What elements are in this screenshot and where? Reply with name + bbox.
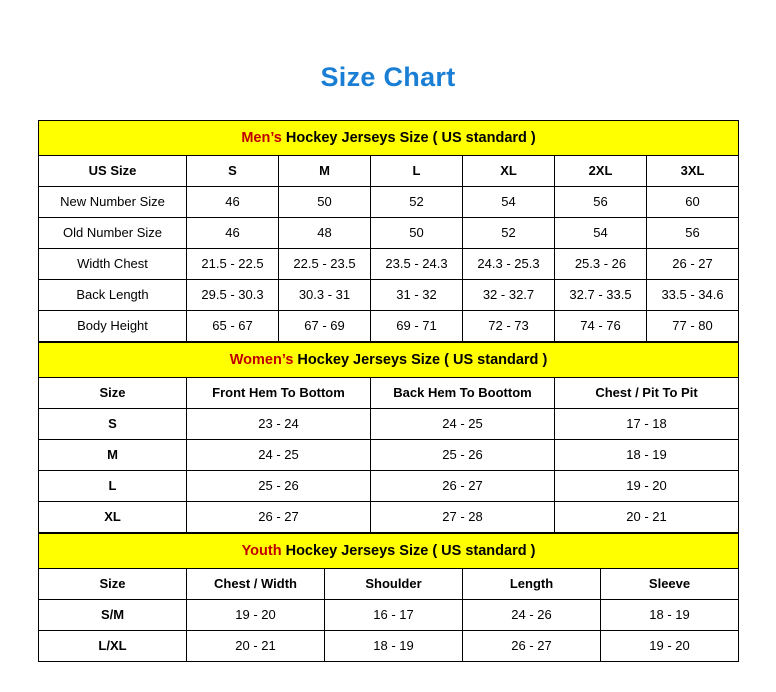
row-label: L/XL [39,630,187,661]
mens-banner-accent: Men’s [241,129,282,146]
table-cell: 60 [647,186,739,217]
table-cell: 52 [463,217,555,248]
table-cell: 16 - 17 [325,599,463,630]
table-cell: 50 [371,217,463,248]
womens-header-row [39,377,739,408]
mens-header-cell: 2XL [555,155,647,186]
table-cell: 65 - 67 [187,310,279,341]
table-cell: 46 [187,217,279,248]
table-cell: 26 - 27 [463,630,601,661]
mens-banner-cell [39,120,739,155]
table-row [39,439,739,470]
table-row [39,408,739,439]
table-cell: 29.5 - 30.3 [187,279,279,310]
table-cell: 46 [187,186,279,217]
row-label: Body Height [39,310,187,341]
table-cell: 30.3 - 31 [279,279,371,310]
table-cell: 20 - 21 [555,501,739,532]
table-cell: 31 - 32 [371,279,463,310]
row-label: Old Number Size [39,217,187,248]
mens-header-cell: US Size [39,155,187,186]
row-label: XL [39,501,187,532]
table-row [39,279,739,310]
size-tables-container [38,120,738,662]
mens-size-table [38,120,739,342]
row-label: S/M [39,599,187,630]
table-cell: 32.7 - 33.5 [555,279,647,310]
table-row [39,630,739,661]
womens-header-cell: Chest / Pit To Pit [555,377,739,408]
table-cell: 77 - 80 [647,310,739,341]
table-cell: 27 - 28 [371,501,555,532]
womens-size-table [38,342,739,533]
youth-header-cell: Length [463,568,601,599]
table-cell: 25.3 - 26 [555,248,647,279]
youth-banner-cell [39,533,739,568]
table-cell: 50 [279,186,371,217]
youth-size-table [38,533,739,662]
table-cell: 54 [463,186,555,217]
mens-header-cell: L [371,155,463,186]
row-label: S [39,408,187,439]
table-cell: 19 - 20 [601,630,739,661]
womens-header-cell: Back Hem To Boottom [371,377,555,408]
womens-banner-cell [39,342,739,377]
youth-banner-rest: Hockey Jerseys Size ( US standard ) [281,542,536,559]
table-cell: 24.3 - 25.3 [463,248,555,279]
mens-banner-rest: Hockey Jerseys Size ( US standard ) [281,129,536,146]
table-cell: 22.5 - 23.5 [279,248,371,279]
table-cell: 26 - 27 [647,248,739,279]
mens-header-row [39,155,739,186]
womens-banner-rest: Hockey Jerseys Size ( US standard ) [293,351,548,368]
page-title: Size Chart [320,62,456,92]
table-cell: 24 - 25 [187,439,371,470]
youth-banner-accent: Youth [241,542,282,559]
table-cell: 26 - 27 [187,501,371,532]
table-cell: 48 [279,217,371,248]
table-cell: 24 - 26 [463,599,601,630]
table-row [39,310,739,341]
mens-header-cell: 3XL [647,155,739,186]
table-cell: 18 - 19 [601,599,739,630]
table-row [39,470,739,501]
table-cell: 24 - 25 [371,408,555,439]
table-cell: 25 - 26 [187,470,371,501]
womens-banner-accent: Women’s [229,351,294,368]
table-cell: 74 - 76 [555,310,647,341]
table-cell: 19 - 20 [187,599,325,630]
table-cell: 67 - 69 [279,310,371,341]
table-cell: 21.5 - 22.5 [187,248,279,279]
row-label: Back Length [39,279,187,310]
row-label: M [39,439,187,470]
table-row [39,248,739,279]
table-cell: 56 [555,186,647,217]
table-cell: 18 - 19 [325,630,463,661]
womens-header-cell: Front Hem To Bottom [187,377,371,408]
table-cell: 17 - 18 [555,408,739,439]
youth-header-cell: Sleeve [601,568,739,599]
youth-header-row [39,568,739,599]
table-cell: 26 - 27 [371,470,555,501]
womens-header-cell: Size [39,377,187,408]
table-cell: 33.5 - 34.6 [647,279,739,310]
table-cell: 20 - 21 [187,630,325,661]
table-cell: 72 - 73 [463,310,555,341]
table-cell: 52 [371,186,463,217]
mens-header-cell: S [187,155,279,186]
table-cell: 56 [647,217,739,248]
row-label: Width Chest [39,248,187,279]
youth-banner-row [39,533,739,568]
table-cell: 23.5 - 24.3 [371,248,463,279]
table-cell: 54 [555,217,647,248]
table-cell: 25 - 26 [371,439,555,470]
table-cell: 18 - 19 [555,439,739,470]
table-row [39,186,739,217]
womens-banner-row [39,342,739,377]
mens-header-cell: M [279,155,371,186]
mens-header-cell: XL [463,155,555,186]
youth-header-cell: Size [39,568,187,599]
table-row [39,501,739,532]
mens-banner-row [39,120,739,155]
table-cell: 69 - 71 [371,310,463,341]
youth-header-cell: Shoulder [325,568,463,599]
table-cell: 32 - 32.7 [463,279,555,310]
table-row [39,599,739,630]
youth-header-cell: Chest / Width [187,568,325,599]
row-label: New Number Size [39,186,187,217]
row-label: L [39,470,187,501]
table-row [39,217,739,248]
table-cell: 19 - 20 [555,470,739,501]
table-cell: 23 - 24 [187,408,371,439]
